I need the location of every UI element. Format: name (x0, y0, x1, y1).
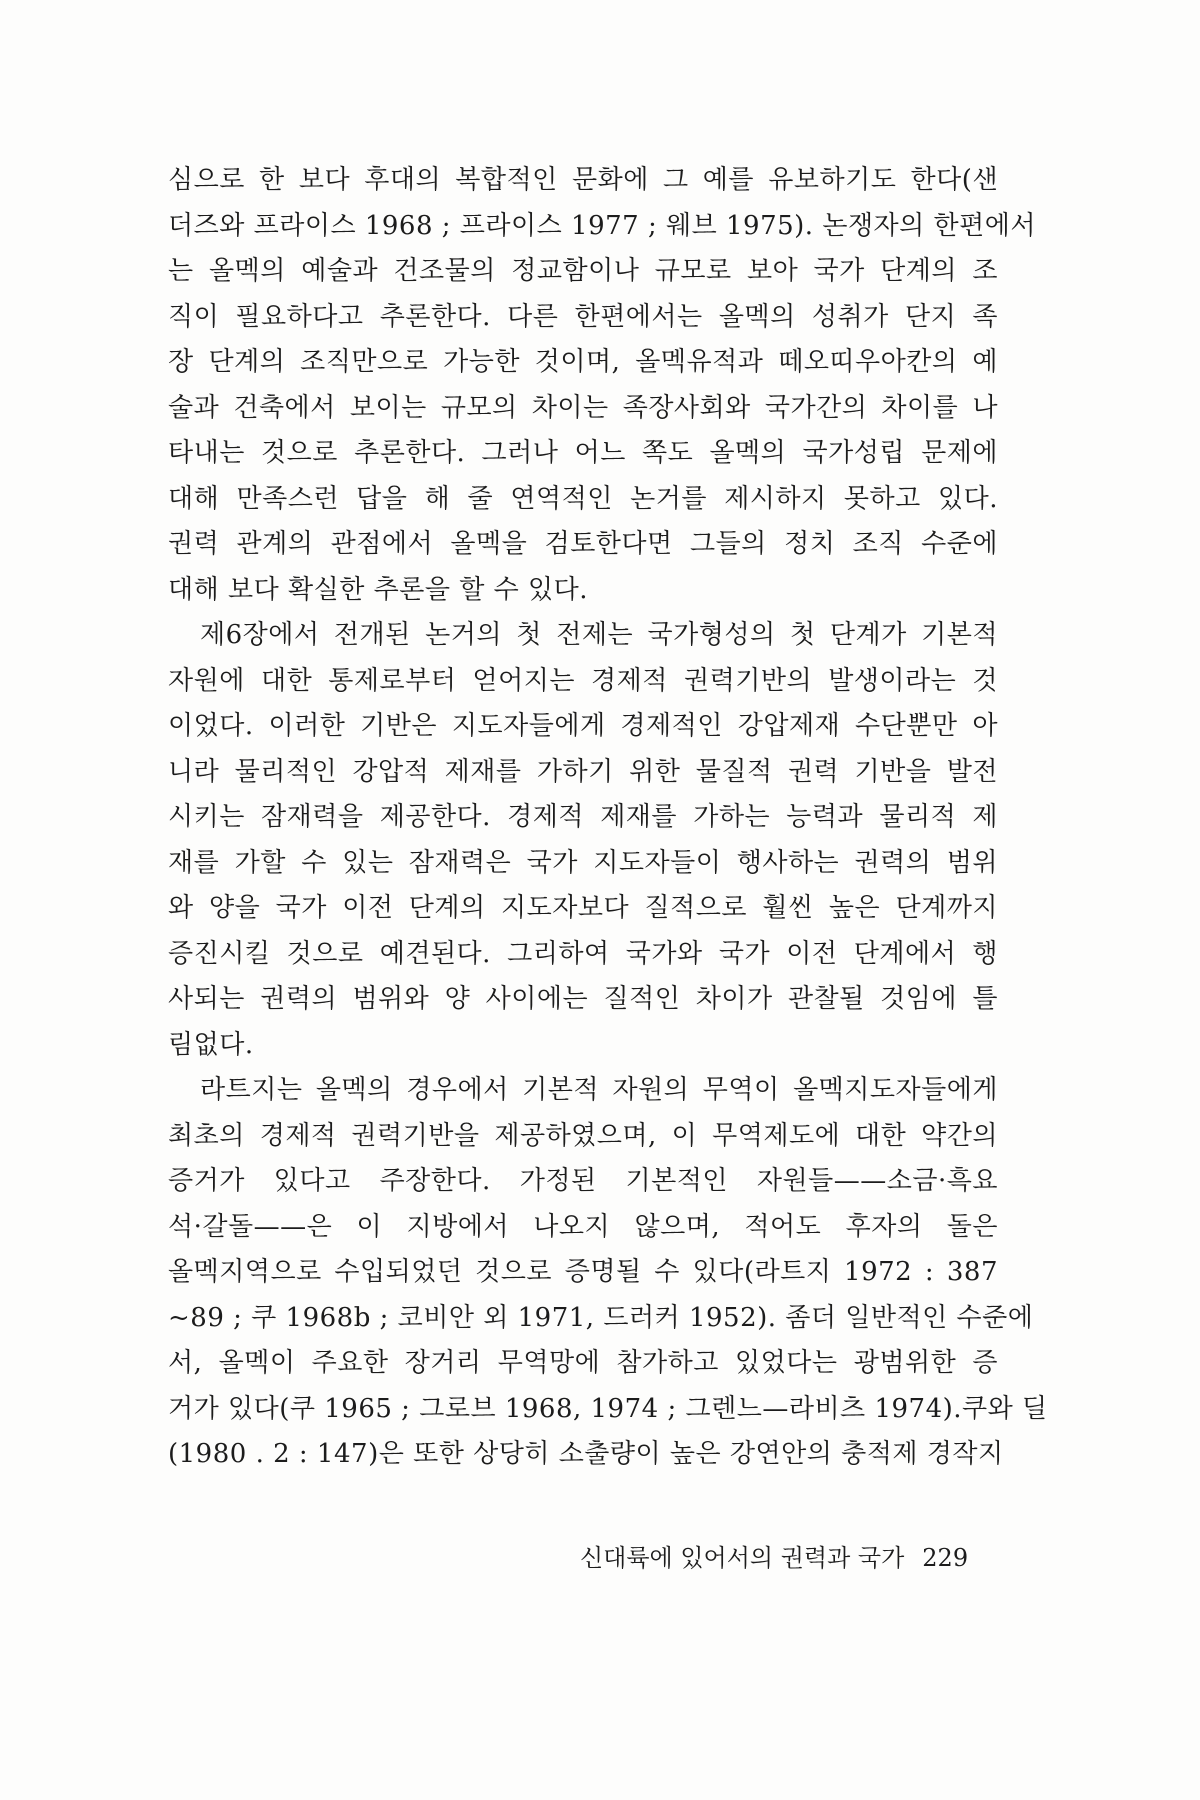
text-line: 시키는 잠재력을 제공한다. 경제적 제재를 가하는 능력과 물리적 제 (168, 802, 998, 832)
text-line: 올멕지역으로 수입되었던 것으로 증명될 수 있다(라트지 1972 : 387 (168, 1257, 998, 1287)
body-text (168, 158, 1048, 1478)
text-line: 권력 관계의 관점에서 올멕을 검토한다면 그들의 정치 조직 수준에 (168, 529, 998, 559)
text-line: 림없다. (168, 1029, 254, 1060)
text-line: 사되는 권력의 범위와 양 사이에는 질적인 차이가 관찰될 것임에 틀 (168, 984, 998, 1014)
text-line: 타내는 것으로 추론한다. 그러나 어느 쪽도 올멕의 국가성립 문제에 (168, 438, 998, 468)
text-line: 석·갈돌——은 이 지방에서 나오지 않으며, 적어도 후자의 돌은 (168, 1211, 998, 1242)
text-line: ~89 ; 쿠 1968b ; 코비안 외 1971, 드러커 1952). 좀더 일반적인 수준에 (168, 1302, 1034, 1333)
running-title: 신대륙에 있어서의 권력과 국가 (580, 1544, 905, 1572)
text-line: 제6장에서 전개된 논거의 첫 전제는 국가형성의 첫 단계가 기본적 (200, 620, 998, 650)
text-line: 이었다. 이러한 기반은 지도자들에게 경제적인 강압제재 수단뿐만 아 (168, 711, 998, 741)
text-line: 와 양을 국가 이전 단계의 지도자보다 질적으로 훨씬 높은 단계까지 (168, 893, 998, 923)
text-line: 니라 물리적인 강압적 제재를 가하기 위한 물질적 권력 기반을 발전 (168, 756, 998, 787)
text-line: 최초의 경제적 권력기반을 제공하였으며, 이 무역제도에 대한 약간의 (168, 1120, 998, 1151)
text-line: 라트지는 올멕의 경우에서 기본적 자원의 무역이 올멕지도자들에게 (200, 1075, 998, 1105)
text-line: 증진시킬 것으로 예견된다. 그리하여 국가와 국가 이전 단계에서 행 (168, 938, 998, 969)
text-line: 대해 만족스런 답을 해 줄 연역적인 논거를 제시하지 못하고 있다. (168, 483, 998, 514)
text-line: 자원에 대한 통제로부터 얻어지는 경제적 권력기반의 발생이라는 것 (168, 665, 998, 696)
text-line: 증거가 있다고 주장한다. 가정된 기본적인 자원들——소금·흑요 (168, 1166, 998, 1196)
page-number: 229 (922, 1544, 969, 1572)
text-line: 거가 있다(쿠 1965 ; 그로브 1968, 1974 ; 그렌느—라비츠 1974).쿠와 딜 (168, 1393, 1048, 1424)
text-line: 술과 건축에서 보이는 규모의 차이는 족장사회와 국가간의 차이를 나 (168, 392, 998, 423)
text-line: 더즈와 프라이스 1968 ; 프라이스 1977 ; 웨브 1975). 논쟁자의 한편에서 (168, 210, 1037, 241)
text-line: 서, 올멕이 주요한 장거리 무역망에 참가하고 있었다는 광범위한 증 (168, 1348, 998, 1378)
text-line: 직이 필요하다고 추론한다. 다른 한편에서는 올멕의 성취가 단지 족 (168, 301, 998, 332)
text-line: 장 단계의 조직만으로 가능한 것이며, 올멕유적과 떼오띠우아칸의 예 (168, 347, 998, 377)
text-line: 대해 보다 확실한 추론을 할 수 있다. (168, 574, 588, 605)
text-line: 심으로 한 보다 후대의 복합적인 문화에 그 예를 유보하기도 한다(샌 (168, 165, 998, 195)
text-line: (1980 . 2 : 147)은 또한 상당히 소출량이 높은 강연안의 충적제 경작지 (168, 1439, 1004, 1469)
text-line: 재를 가할 수 있는 잠재력은 국가 지도자들이 행사하는 권력의 범위 (168, 847, 998, 878)
text-line: 는 올멕의 예술과 건조물의 정교함이나 규모로 보아 국가 단계의 조 (168, 256, 998, 286)
page-footer (580, 1538, 1000, 1578)
